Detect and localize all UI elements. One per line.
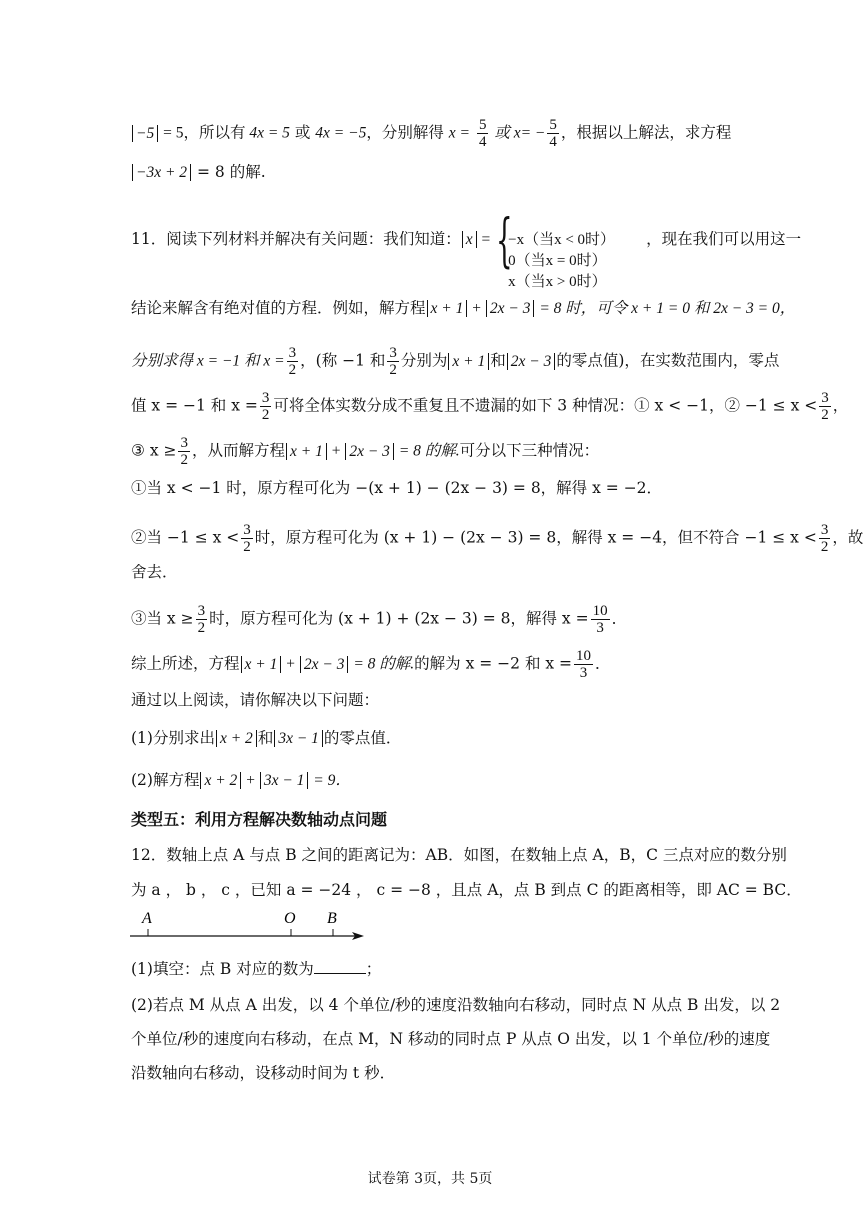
text: 和 <box>490 351 506 370</box>
abs-expression: 3x − 1 <box>274 730 323 747</box>
q12-part-2-line-1 <box>131 995 780 1015</box>
text: ，分别解得 <box>366 123 449 142</box>
text: 值 x = −1 和 x = <box>131 396 258 415</box>
piecewise-definition <box>496 206 646 290</box>
text: 的零点值)，在实数范围内，零点 <box>556 351 780 370</box>
question-11-intro: 11．阅读下列材料并解决有关问题：我们知道： <box>131 230 461 248</box>
abs-expression: x + 2 <box>200 772 241 789</box>
fraction: $\frac{10}{3}$ <box>592 603 608 636</box>
brace-icon: { <box>496 206 513 274</box>
text: + <box>282 655 299 673</box>
text: 的解为 x = −2 和 x = <box>414 654 573 673</box>
text: = 9． <box>309 772 351 789</box>
abs-expression: 3x − 1 <box>260 772 309 789</box>
text: (1)填空：点 B 对应的数为 <box>131 960 314 978</box>
text: 舍去． <box>131 563 178 581</box>
case-row: x（当x > 0时） <box>508 274 607 290</box>
case-3 <box>131 603 627 636</box>
fraction: $\frac{3}{2}$ <box>288 345 297 378</box>
fraction: $\frac{3}{2}$ <box>243 522 251 555</box>
text: = 8 时，可令 x + 1 = 0 和 2x − 3 = 0， <box>535 300 796 317</box>
text: ③ x ≥ <box>131 441 177 460</box>
text: = <box>477 231 495 248</box>
case-row: 0（当x = 0时） <box>508 253 607 269</box>
text: = 8 的解. <box>349 655 415 673</box>
text: = 8 的解. <box>394 442 460 460</box>
abs-expression: x + 1 <box>427 300 468 317</box>
part-1 <box>131 728 401 748</box>
case-2 <box>131 522 863 555</box>
text: + <box>327 442 345 460</box>
text: 或 <box>289 123 316 142</box>
case-row: −x（当x < 0时） <box>508 232 616 248</box>
prev-line-1 <box>131 117 731 150</box>
label-b: B <box>327 910 337 927</box>
label-a: A <box>142 910 152 927</box>
fraction: $\frac{3}{2}$ <box>820 522 829 555</box>
text: ，故 <box>832 528 863 547</box>
text: 12．数轴上点 A 与点 B 之间的距离记为：AB．如图，在数轴上点 A，B，C 三点对应的数分别 <box>131 846 787 864</box>
q11-line-1 <box>131 206 802 290</box>
q12-part-1 <box>131 958 381 979</box>
text: 通过以上阅读，请你解决以下问题： <box>131 691 380 709</box>
q12-part-2-line-2 <box>131 1029 770 1049</box>
text: ，(称 −1 和 <box>300 351 386 370</box>
abs-expression: x + 2 <box>216 730 257 747</box>
number-line-diagram <box>128 906 378 946</box>
text: 为 a ， b ， c ，已知 a = −24 ， c = −8 ，且点 A，点 B 到点 C 的距离相等，即 AC = BC． <box>131 881 802 899</box>
text: 综上所述，方程 <box>131 654 240 673</box>
q11-line-4 <box>131 390 848 423</box>
q11-line-5 <box>131 435 599 468</box>
fraction: $\frac{3}{2}$ <box>180 435 188 468</box>
text: (2)解方程 <box>131 771 200 789</box>
text: (1)分别求出 <box>131 729 215 747</box>
text: 时，原方程可化为 (x + 1) + (2x − 3) = 8，解得 x = <box>209 609 589 628</box>
prev-line-2 <box>131 162 266 182</box>
text: ②当 −1 ≤ x < <box>131 528 240 547</box>
text: = 8 的解. <box>192 163 266 181</box>
read-prompt <box>131 690 379 710</box>
fraction: $\frac{5}{4}$ <box>478 117 487 150</box>
abs-expression: 2x − 3 <box>507 353 556 370</box>
case-2-cont <box>131 562 178 582</box>
text: 分别为 <box>400 351 448 370</box>
abs-x: x <box>462 231 477 248</box>
text: 个单位/秒的速度向右移动，在点 M，N 移动的同时点 P 从点 O 出发，以 1 个单位/秒的速度 <box>131 1030 771 1048</box>
abs-expression: 2x − 3 <box>486 300 535 317</box>
summary <box>131 648 611 681</box>
equation: 4x = −5 <box>315 124 367 142</box>
section-heading: 类型五：利用方程解决数轴动点问题 <box>131 810 388 829</box>
part-2 <box>131 770 351 791</box>
fraction: $\frac{3}{2}$ <box>197 603 206 636</box>
q12-part-2-line-3 <box>131 1063 395 1083</box>
abs-expression: 2x − 3 <box>300 656 349 673</box>
text: 时，原方程可化为 (x + 1) − (2x − 3) = 8，解得 x = −4，但不符合 −1 ≤ x < <box>254 528 817 547</box>
text: 分别求得 x = −1 和 x = <box>131 352 285 370</box>
abs-expression: −3x + 2 <box>132 164 191 181</box>
text: ，现在我们可以用这一 <box>646 230 802 248</box>
q11-line-3 <box>131 345 779 378</box>
text: ，根据以上解法，求方程 <box>560 123 732 142</box>
text: ． <box>611 609 628 628</box>
text: + <box>242 772 259 789</box>
text: ③当 x ≥ <box>131 609 194 628</box>
text: 的零点值． <box>323 729 402 747</box>
text: 结论来解含有绝对值的方程．例如，解方程 <box>131 299 426 317</box>
text: ，从而解方程 <box>191 441 285 460</box>
abs-expression: −5 <box>132 125 158 142</box>
text: ， <box>832 396 849 415</box>
label-o: O <box>284 910 296 927</box>
equation: 或 x= − <box>490 124 546 142</box>
text: + <box>468 300 485 317</box>
fraction: $\frac{3}{2}$ <box>261 390 270 423</box>
page-footer: 试卷第 3页，共 5页 <box>367 1171 493 1187</box>
equation: x = <box>448 124 471 142</box>
equation: 4x = 5 <box>249 124 290 142</box>
fraction: $\frac{10}{3}$ <box>576 648 592 681</box>
case-1 <box>131 478 662 498</box>
text: 和 <box>257 729 274 747</box>
abs-expression: 2x − 3 <box>345 443 394 460</box>
fraction: $\frac{3}{2}$ <box>389 345 397 378</box>
fraction: $\frac{5}{4}$ <box>549 117 557 150</box>
abs-expression: x + 1 <box>241 656 282 673</box>
q12-line-2 <box>131 880 802 900</box>
text: 可将全体实数分成不重复且不遗漏的如下 3 种情况：① x < −1，② −1 ≤ x < <box>273 396 818 415</box>
text: 可分以下三种情况： <box>459 441 600 460</box>
text: (2)若点 M 从点 A 出发，以 4 个单位/秒的速度沿数轴向右移动，同时点 N 从点 B 出发，以 2 <box>131 996 781 1014</box>
q11-line-2 <box>131 298 795 319</box>
answer-blank[interactable] <box>314 958 366 974</box>
fraction: $\frac{3}{2}$ <box>821 390 829 423</box>
text: ； <box>365 960 382 978</box>
abs-expression: x + 1 <box>448 353 489 370</box>
text: 沿数轴向右移动，设移动时间为 t 秒． <box>131 1064 396 1082</box>
text: ①当 x < −1 时，原方程可化为 −(x + 1) − (2x − 3) = 8，解得 x = −2． <box>131 479 663 497</box>
text: = 5，所以有 <box>159 124 250 142</box>
q12-line-1 <box>131 845 787 865</box>
abs-expression: x + 1 <box>286 443 327 460</box>
text: ． <box>595 654 611 673</box>
